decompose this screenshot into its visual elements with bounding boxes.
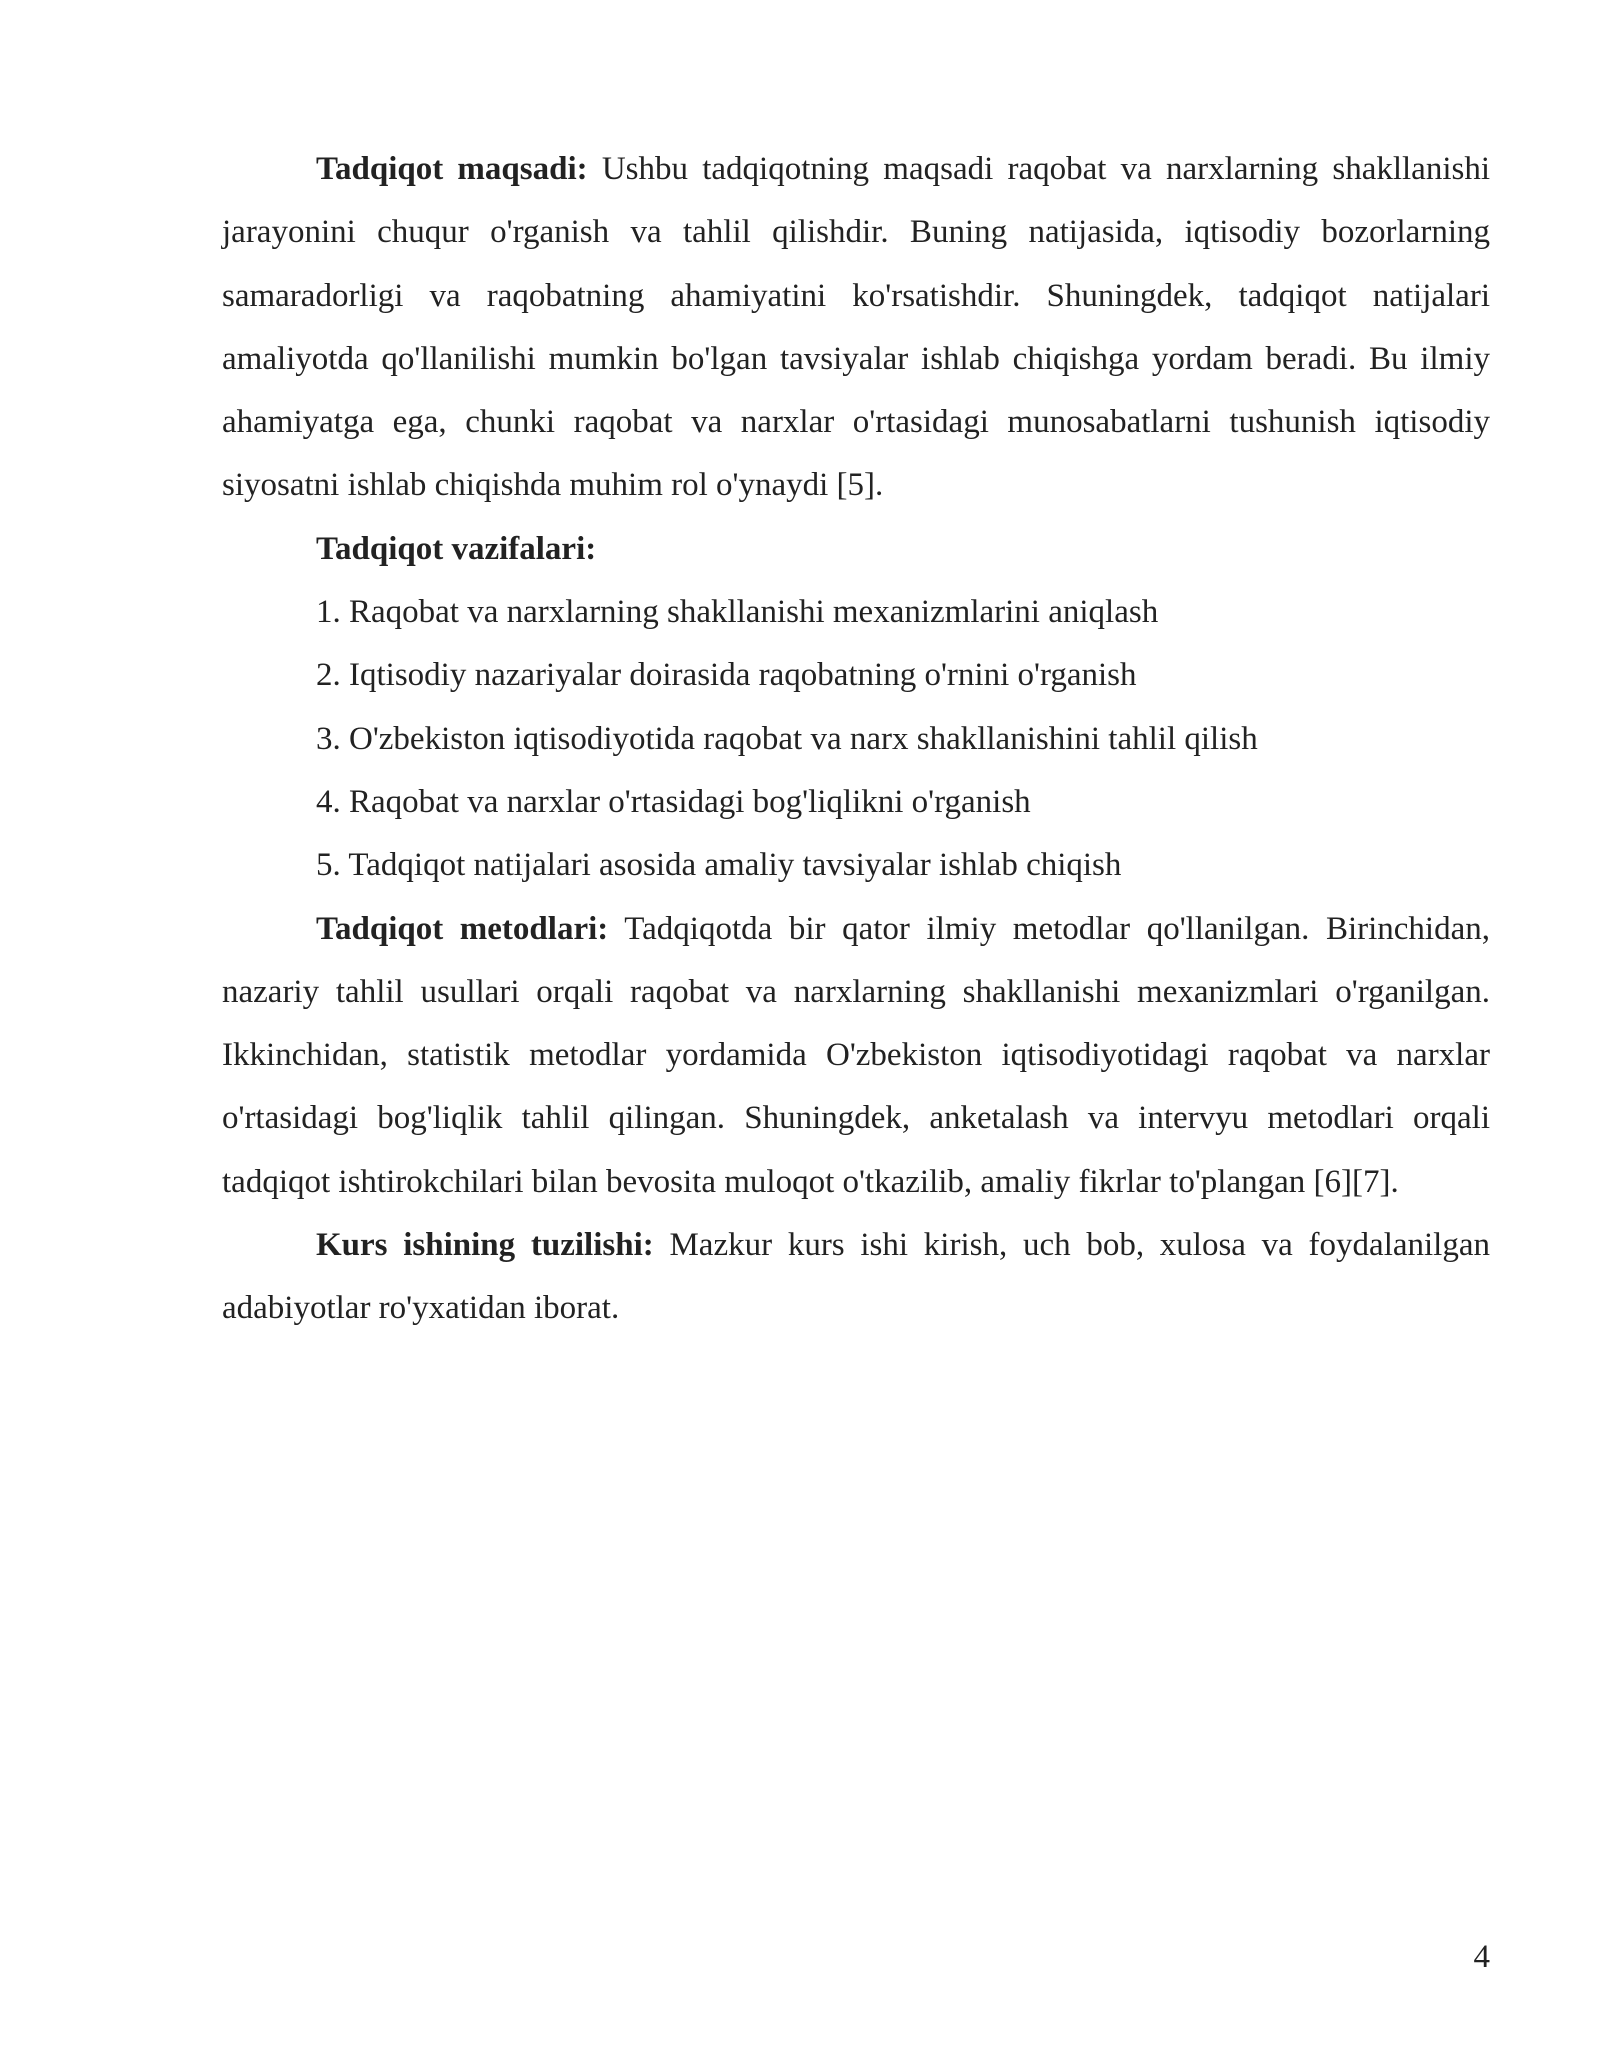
- list-item: 3. O'zbekiston iqtisodiyotida raqobat va narx shakllanishini tahlil qilish: [316, 720, 1258, 757]
- structure-paragraph: [222, 1214, 1490, 1341]
- methods-heading: Tadqiqot metodlari:: [316, 910, 609, 947]
- goal-paragraph: [222, 138, 1490, 518]
- structure-text: Mazkur kurs ishi kirish, uch bob, xulosa va foydalanilgan adabiyotlar ro'yxatidan iborat.: [222, 1227, 1490, 1327]
- list-item: 1. Raqobat va narxlarning shakllanishi mexanizmlarini aniqlash: [316, 594, 1159, 631]
- tasks-list: [222, 581, 1490, 897]
- list-item: 4. Raqobat va narxlar o'rtasidagi bog'liqlikni o'rganish: [316, 783, 1031, 820]
- goal-heading: Tadqiqot maqsadi:: [316, 151, 588, 187]
- structure-heading: Kurs ishining tuzilishi:: [316, 1227, 654, 1264]
- page-body: [222, 138, 1490, 1341]
- list-item: 5. Tadqiqot natijalari asosida amaliy tavsiyalar ishlab chiqish: [316, 847, 1122, 884]
- page-number: 4: [1473, 1939, 1490, 1975]
- methods-paragraph: [222, 898, 1490, 1214]
- tasks-heading: Tadqiqot vazifalari:: [316, 530, 597, 567]
- goal-text: Ushbu tadqiqotning maqsadi raqobat va narxlarning shakllanishi jarayonini chuqur o'rganish va tahlil qilishdir. Buning natijasida, iqtisodiy bozorlarning samaradorligi va raqobatning ahamiyatini ko'rsatishdir. Shuningdek, tadqiqot natijalari amaliyotda qo'llanilishi mumkin bo'lgan tavsiyalar ishlab chiqishga yordam beradi. Bu ilmiy ahamiyatga ega, chunki raqobat va narxlar o'rtasidagi munosabatlarni tushunish iqtisodiy siyosatni ishlab chiqishda muhim rol o'ynaydi [5].: [222, 151, 1490, 504]
- methods-text: Tadqiqotda bir qator ilmiy metodlar qo'llanilgan. Birinchidan, nazariy tahlil usullari orqali raqobat va narxlarning shakllanishi mexanizmlari o'rganilgan. Ikkinchidan, statistik metodlar yordamida O'zbekiston iqtisodiyotidagi raqobat va narxlar o'rtasidagi bog'liqlik tahlil qilingan. Shuningdek, anketalash va intervyu metodlari orqali tadqiqot ishtirokchilari bilan bevosita muloqot o'tkazilib, amaliy fikrlar to'plangan [6][7].: [222, 910, 1491, 1200]
- list-item: 2. Iqtisodiy nazariyalar doirasida raqobatning o'rnini o'rganish: [316, 657, 1137, 694]
